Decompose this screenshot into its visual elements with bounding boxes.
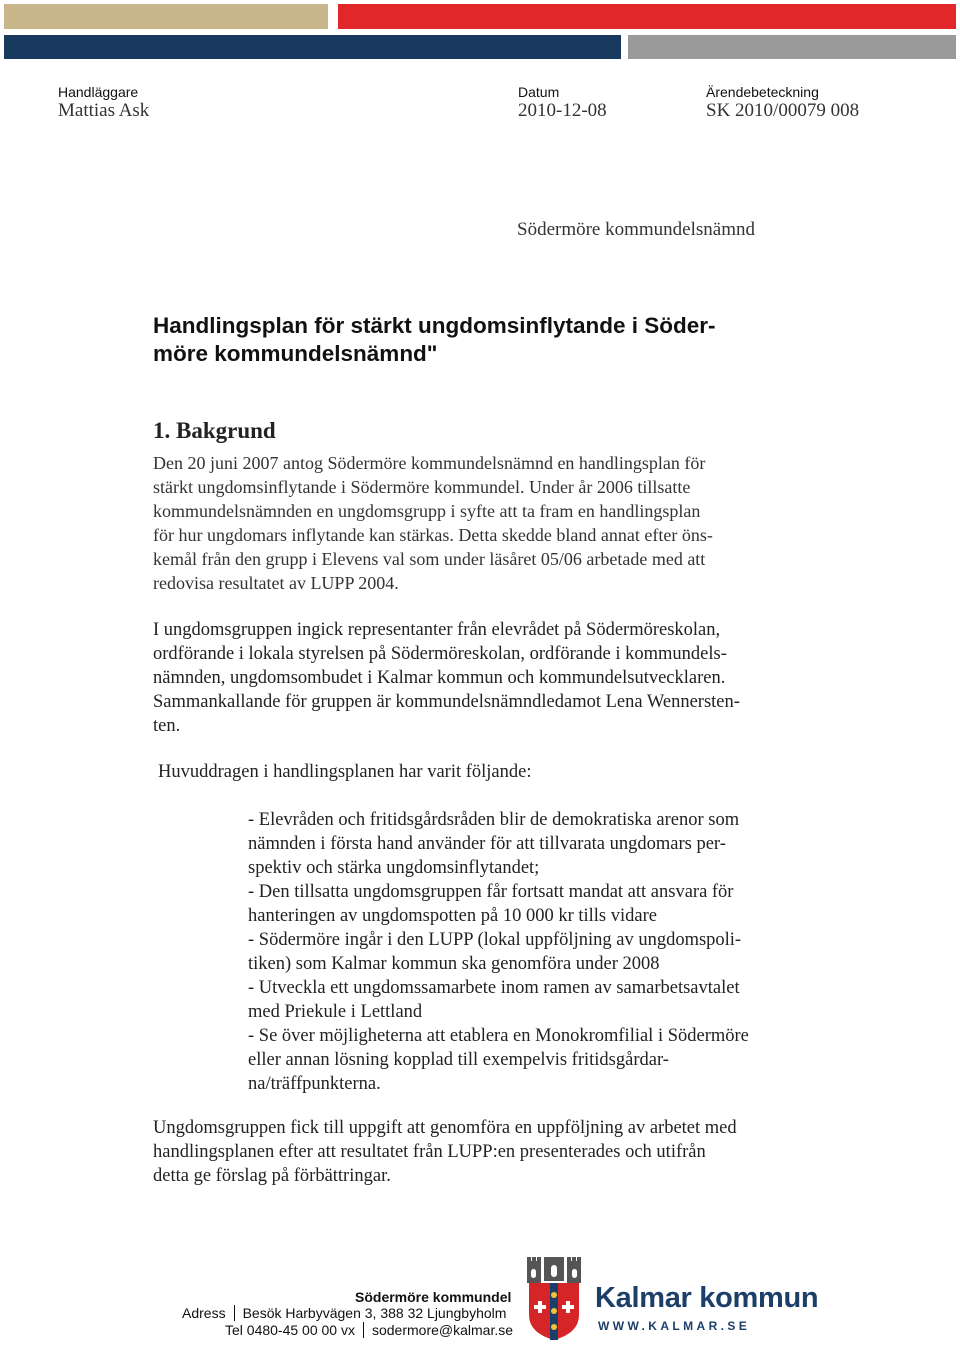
paragraph-background (153, 451, 713, 595)
list-item: - Södermöre ingår i den LUPP (lokal uppföljning av ungdomspoli- (248, 930, 742, 950)
footer-address (182, 1305, 506, 1322)
kalmar-castle-crest-icon (526, 1257, 582, 1341)
paragraph-line: redovisa resultatet av LUPP 2004. (153, 573, 399, 593)
paragraph-line: Den 20 juni 2007 antog Södermöre kommundelsnämnd en handlingsplan för (153, 453, 706, 473)
paragraph-line: kemål från den grupp i Elevens val som under läsåret 05/06 arbetade med att (153, 549, 706, 569)
header-bar-beige (4, 4, 328, 29)
handlaggare-value: Mattias Ask (58, 100, 150, 121)
header-bar-grey (628, 35, 956, 59)
list-item: spektiv och stärka ungdomsinflytandet; (248, 858, 540, 878)
paragraph-assignment (153, 1116, 737, 1188)
kalmar-website: WWW.KALMAR.SE (598, 1319, 751, 1333)
list-item: - Elevråden och fritidsgårdsråden blir de demokratiska arenor som (248, 810, 740, 830)
footer-contact (225, 1322, 513, 1339)
footer-email: sodermore@kalmar.se (371, 1322, 514, 1338)
paragraph-line: handlingsplanen efter att resultatet från LUPP:en presenterades och utifrån (153, 1142, 706, 1162)
header-bar-red (338, 4, 956, 29)
footer-address-value: Besök Harbyvägen 3, 388 32 Ljungbyholm (242, 1305, 507, 1321)
document-title (153, 312, 813, 368)
header-bar-navy (4, 35, 621, 59)
handlaggare-label: Handläggare (58, 84, 139, 100)
paragraph-line: Ungdomsgruppen fick till uppgift att genomföra en uppföljning av arbetet med (153, 1118, 737, 1138)
footer-separator (234, 1305, 235, 1321)
title-line: möre kommundelsnämnd" (153, 341, 438, 366)
paragraph-intro-list: Huvuddragen i handlingsplanen har varit följande: (158, 762, 532, 782)
list-item: nämnden i första hand använder för att tillvarata ungdomars per- (248, 834, 726, 854)
paragraph-line: Sammankallande för gruppen är kommundelsnämndledamot Lena Wennersten- (153, 692, 740, 712)
kalmar-kommun-logo: Kalmar kommun (595, 1282, 819, 1314)
arende-label: Ärendebeteckning (706, 84, 819, 100)
paragraph-line: stärkt ungdomsinflytande i Södermöre kommundel. Under år 2006 tillsatte (153, 477, 691, 497)
recipient: Södermöre kommundelsnämnd (517, 219, 755, 240)
list-item: - Utveckla ett ungdomssamarbete inom ramen av samarbetsavtalet (248, 978, 740, 998)
footer-address-label: Adress (182, 1305, 226, 1321)
title-line: Handlingsplan för stärkt ungdomsinflytande i Söder- (153, 313, 716, 338)
section-heading: 1. Bakgrund (153, 418, 276, 443)
list-item: tiken) som Kalmar kommun ska genomföra under 2008 (248, 954, 660, 974)
footer-phone: Tel 0480-45 00 00 vx (225, 1322, 355, 1338)
list-item: - Se över möjligheterna att etablera en Monokromfilial i Södermöre (248, 1026, 749, 1046)
list-item: med Priekule i Lettland (248, 1002, 423, 1022)
paragraph-line: detta ge förslag på förbättringar. (153, 1166, 391, 1186)
paragraph-line: för hur ungdomars inflytande kan stärkas. Detta skedde bland annat efter öns- (153, 525, 713, 545)
footer-separator (363, 1322, 364, 1338)
datum-value: 2010-12-08 (518, 100, 607, 121)
list-item: hanteringen av ungdomspotten på 10 000 kr tills vidare (248, 906, 657, 926)
footer-org: Södermöre kommundel (355, 1289, 512, 1305)
paragraph-line: I ungdomsgruppen ingick representanter från elevrådet på Södermöreskolan, (153, 620, 721, 640)
paragraph-members (153, 618, 740, 738)
list-item: na/träffpunkterna. (248, 1074, 381, 1094)
list-item: - Den tillsatta ungdomsgruppen får fortsatt mandat att ansvara för (248, 882, 734, 902)
paragraph-line: kommundelsnämnden en ungdomsgrupp i syfte att ta fram en handlingsplan (153, 501, 701, 521)
datum-label: Datum (518, 84, 560, 100)
arende-value: SK 2010/00079 008 (706, 100, 860, 121)
paragraph-line: ordförande i lokala styrelsen på Södermöreskolan, ordförande i kommundels- (153, 644, 727, 664)
paragraph-line: nämnden, ungdomsombudet i Kalmar kommun och kommundelsutvecklaren. (153, 668, 726, 688)
paragraph-line: ten. (153, 716, 181, 736)
list-item: eller annan lösning kopplad till exempelvis fritidsgårdar- (248, 1050, 669, 1070)
main-points-list (248, 808, 749, 1096)
